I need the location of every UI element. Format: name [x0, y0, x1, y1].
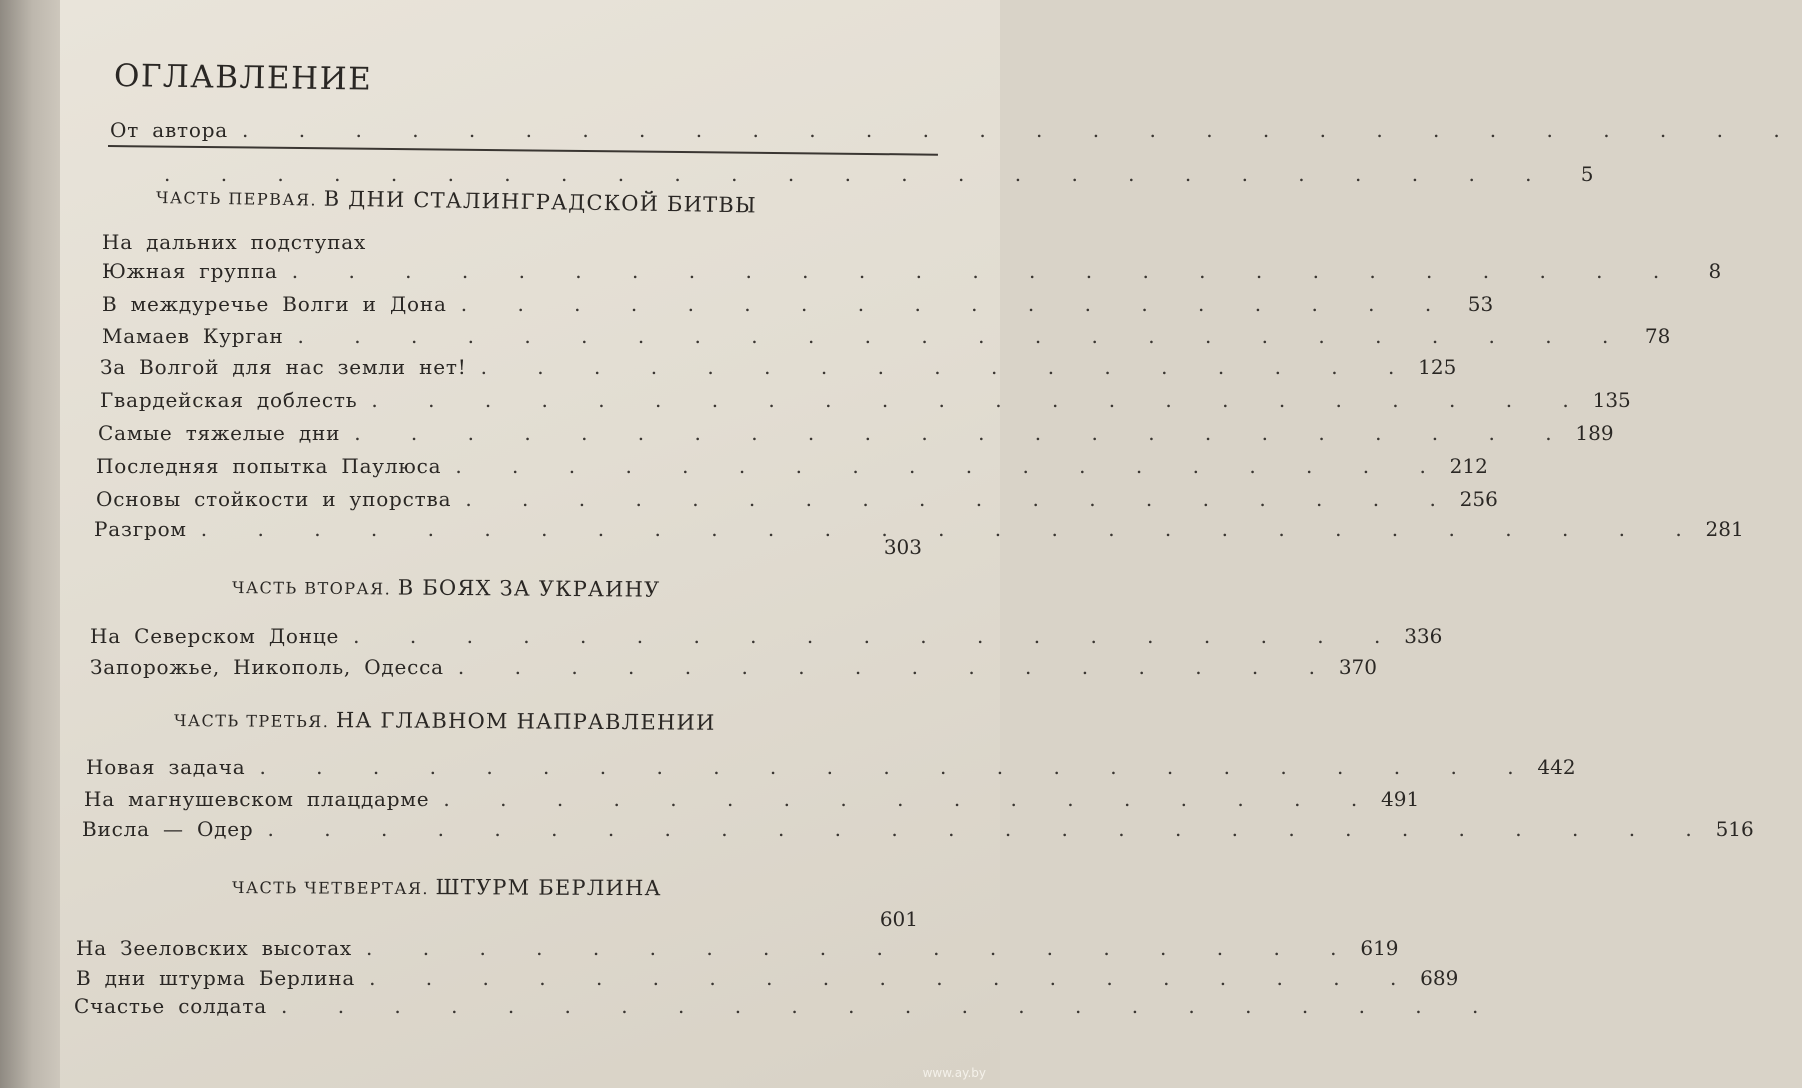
leader-dots: . . . . . . . . . . . . . . . . . .	[460, 292, 1454, 316]
book-page	[60, 0, 1802, 1088]
leader-dots: . . . . . . . . . . . . . . . . . . . . . . . . .	[164, 162, 1554, 186]
entry-page: 135	[1592, 388, 1631, 412]
entry-page: 336	[1404, 624, 1443, 648]
toc-entry	[102, 324, 1671, 354]
entry-page: 303	[883, 535, 922, 559]
entry-title: Гвардейская доблесть	[100, 388, 358, 412]
entry-title: Мамаев Курган	[102, 324, 284, 348]
leader-dots: . . . . . . . . . . . . . . . . . .	[455, 454, 1448, 478]
entry-title: На дальних подступах	[102, 230, 367, 254]
entry-page: 5	[1580, 162, 1594, 186]
toc-entry	[100, 388, 1631, 418]
part-title: В ДНИ СТАЛИНГРАДСКОЙ БИТВЫ	[323, 186, 758, 218]
leader-dots: . . . . . . . . . . . . . . . . . .	[366, 936, 1359, 960]
entry-title: Южная группа	[102, 259, 278, 283]
leader-dots: . . . . . . . . . . . . . . . . . . .	[353, 624, 1403, 648]
entry-page: 601	[879, 907, 918, 931]
toc-entry	[74, 994, 1501, 1024]
entry-title: Последняя попытка Паулюса	[96, 454, 442, 478]
toc-entry	[90, 624, 1443, 654]
leader-dots: . . . . . . . . . . . . . . . . . . .	[369, 966, 1419, 990]
toc-entry	[102, 292, 1494, 322]
entry-title: Самые тяжелые дни	[98, 421, 341, 445]
entry-page: 212	[1449, 454, 1488, 478]
entry-title: Новая задача	[86, 755, 246, 779]
part-heading-2	[232, 574, 661, 610]
leader-dots: . . . . . . . . . . . . . . . . . . . . . .	[371, 388, 1591, 412]
entry-title: Основы стойкости и упорства	[96, 487, 452, 511]
toc-entry	[102, 230, 917, 260]
entry-title: Разгром	[94, 517, 187, 541]
entry-page: 516	[1715, 817, 1754, 841]
leader-dots: . . . . . . . . . . . . . . . . . . . . . . . . . . . .	[242, 118, 1802, 142]
entry-title: На магнушевском плацдарме	[84, 787, 430, 811]
toc-entry	[86, 755, 1576, 785]
entry-page: 442	[1537, 755, 1576, 779]
leader-dots: . . . . . . . . . . . . . . . . . . . . . . . . . .	[267, 817, 1714, 841]
leader-dots: . . . . . . . . . . . . . . . . .	[480, 355, 1417, 379]
part-heading-4	[232, 874, 662, 908]
part-label: ЧАСТЬ ЧЕТВЕРТАЯ.	[231, 878, 430, 899]
entry-page: 689	[1420, 966, 1459, 990]
leader-dots: . . . . . . . . . . . . . . . . . . . . . .	[280, 994, 1501, 1018]
part-title: ШТУРМ БЕРЛИНА	[435, 875, 662, 901]
entry-page: 370	[1338, 655, 1377, 679]
part-label: ЧАСТЬ ВТОРАЯ.	[231, 578, 392, 599]
toc-entry	[100, 355, 1457, 385]
entry-title: Запорожье, Никополь, Одесса	[90, 655, 444, 679]
toc-entry	[90, 655, 1377, 685]
entry-title: От автора	[110, 118, 229, 142]
entry-title: В дни штурма Берлина	[76, 966, 356, 990]
leader-dots: . . . . . . . . . . . . . . . .	[457, 655, 1337, 679]
entry-page: 491	[1381, 787, 1420, 811]
toc-entry	[78, 907, 918, 937]
toc-entry	[96, 454, 1488, 484]
leader-dots: . . . . . . . . . . . . . . . . . . . . . . .	[259, 755, 1536, 779]
toc-entry	[76, 936, 1399, 966]
leader-dots: . . . . . . . . . . . . . . . . . . . . . .	[354, 421, 1574, 445]
part-title: НА ГЛАВНОМ НАПРАВЛЕНИИ	[335, 708, 716, 735]
entry-page: 619	[1360, 936, 1399, 960]
entry-page: 189	[1575, 421, 1614, 445]
toc-entry	[82, 817, 1754, 847]
entry-page: 78	[1644, 324, 1671, 348]
toc-entry	[102, 259, 1722, 289]
toc-entry	[76, 966, 1459, 996]
toc-entry-preface	[110, 118, 1802, 148]
leader-dots: . . . . . . . . . . . . . . . . . . . . . . . . . . .	[200, 517, 1704, 541]
leader-dots: . . . . . . . . . . . . . . . . . . . . . . . .	[297, 324, 1631, 348]
part-heading-3	[174, 707, 716, 743]
toc-heading: ОГЛАВЛЕНИЕ	[113, 58, 373, 98]
entry-page: 53	[1467, 292, 1494, 316]
leader-dots: . . . . . . . . . . . . . . . . . .	[465, 487, 1458, 511]
entry-title: На Северском Донце	[90, 624, 340, 648]
entry-title: Висла — Одер	[82, 817, 254, 841]
toc-entry	[98, 421, 1614, 451]
entry-title: В междуречье Волги и Дона	[102, 292, 447, 316]
entry-title: На Зееловских высотах	[76, 936, 353, 960]
part-label: ЧАСТЬ ТРЕТЬЯ.	[173, 711, 330, 732]
part-label: ЧАСТЬ ПЕРВАЯ.	[155, 188, 318, 210]
toc-entry	[96, 487, 1498, 517]
entry-page: 281	[1705, 517, 1744, 541]
part-title: В БОЯХ ЗА УКРАИНУ	[397, 575, 661, 602]
entry-title: Счастье солдата	[74, 994, 267, 1018]
entry-title: За Волгой для нас земли нет!	[100, 355, 467, 379]
entry-page: 125	[1418, 355, 1457, 379]
entry-page: 256	[1459, 487, 1498, 511]
toc-entry	[94, 535, 922, 565]
toc-entry	[84, 787, 1420, 817]
watermark: www.ay.by	[922, 1066, 986, 1080]
entry-page: 8	[1708, 259, 1722, 283]
leader-dots: . . . . . . . . . . . . . . . . .	[443, 787, 1380, 811]
leader-dots: . . . . . . . . . . . . . . . . . . . . . . . . .	[291, 259, 1682, 283]
